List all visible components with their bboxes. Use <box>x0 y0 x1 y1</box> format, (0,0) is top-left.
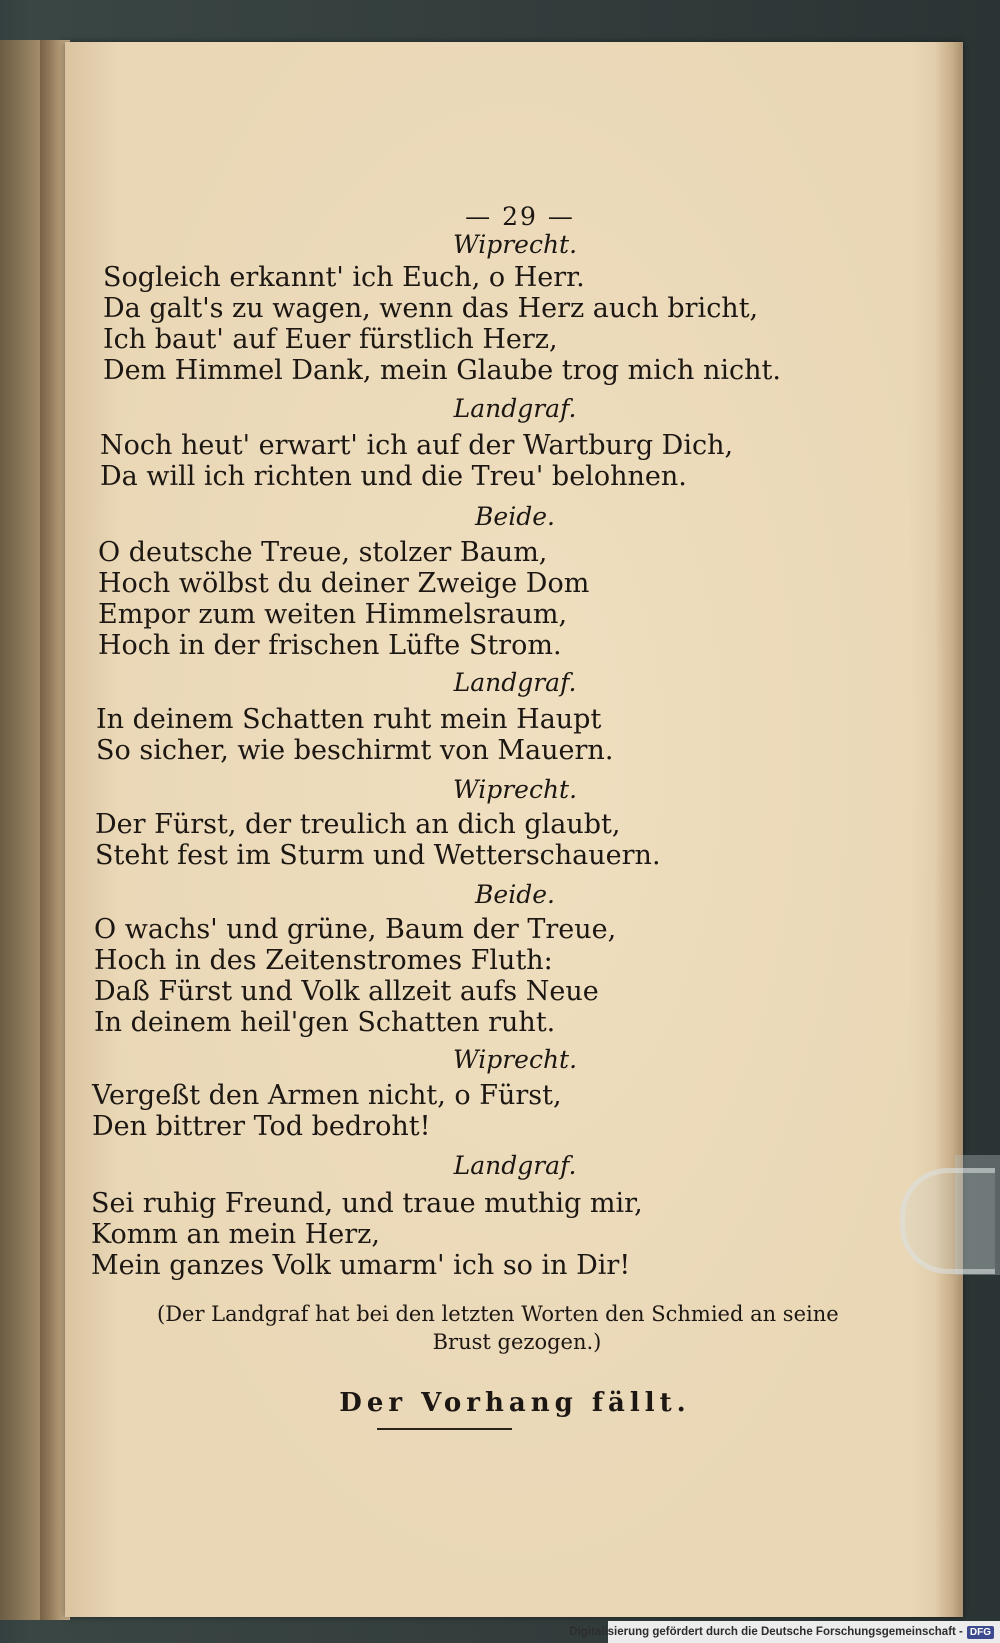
verse-line: Da will ich richten und die Treu' belohnen. <box>100 461 687 492</box>
verse-line: Ich baut' auf Euer fürstlich Herz, <box>103 324 558 355</box>
verse-line: Der Fürst, der treulich an dich glaubt, <box>95 809 621 840</box>
verse-line: In deinem heil'gen Schatten ruht. <box>94 1007 556 1038</box>
speaker-heading: Wiprecht. <box>452 775 578 804</box>
verse-line: Sei ruhig Freund, und traue muthig mir, <box>91 1188 643 1219</box>
verse-line: Hoch in des Zeitenstromes Fluth: <box>94 945 553 976</box>
paper-clip <box>900 1168 995 1274</box>
verse-line: Sogleich erkannt' ich Euch, o Herr. <box>103 262 585 293</box>
verse-line: O deutsche Treue, stolzer Baum, <box>98 537 548 568</box>
footer-text: Digitalisierung gefördert durch die Deutsche Forschungsgemeinschaft - <box>569 1626 963 1638</box>
speaker-heading: Beide. <box>475 502 555 531</box>
book-page <box>65 42 963 1617</box>
speaker-heading: Landgraf. <box>453 668 577 697</box>
end-rule <box>377 1428 512 1430</box>
verse-line: Vergeßt den Armen nicht, o Fürst, <box>92 1080 562 1111</box>
speaker-heading: Landgraf. <box>453 394 577 423</box>
verse-line: Den bittrer Tod bedroht! <box>92 1111 431 1142</box>
closing-line: Der Vorhang fällt. <box>339 1388 691 1418</box>
verse-line: Dem Himmel Dank, mein Glaube trog mich nicht. <box>103 355 781 386</box>
verse-line: Hoch wölbst du deiner Zweige Dom <box>98 568 590 599</box>
speaker-heading: Wiprecht. <box>452 1045 578 1074</box>
footer-banner <box>569 1621 1000 1643</box>
stage-direction-line: Brust gezogen.) <box>432 1330 602 1354</box>
speaker-heading: Landgraf. <box>453 1151 577 1180</box>
speaker-heading: Beide. <box>475 880 555 909</box>
verse-line: Hoch in der frischen Lüfte Strom. <box>98 630 562 661</box>
verse-line: O wachs' und grüne, Baum der Treue, <box>94 914 617 945</box>
stage-direction <box>157 1300 857 1356</box>
verse-line: Steht fest im Sturm und Wetterschauern. <box>95 840 661 871</box>
page-number: — 29 — <box>465 202 575 231</box>
stage-direction-line: (Der Landgraf hat bei den letzten Worten den Schmied an seine <box>157 1302 839 1326</box>
right-page-edge <box>935 42 963 1617</box>
speaker-heading: Wiprecht. <box>452 230 578 259</box>
dfg-logo: DFG <box>967 1626 994 1639</box>
verse-line: So sicher, wie beschirmt von Mauern. <box>96 735 614 766</box>
verse-line: In deinem Schatten ruht mein Haupt <box>96 704 602 735</box>
verse-line: Mein ganzes Volk umarm' ich so in Dir! <box>91 1250 631 1281</box>
verse-line: Daß Fürst und Volk allzeit aufs Neue <box>94 976 599 1007</box>
verse-line: Noch heut' erwart' ich auf der Wartburg Dich, <box>100 430 734 461</box>
verse-line: Empor zum weiten Himmelsraum, <box>98 599 568 630</box>
verse-line: Da galt's zu wagen, wenn das Herz auch bricht, <box>103 293 759 324</box>
verse-line: Komm an mein Herz, <box>91 1219 380 1250</box>
